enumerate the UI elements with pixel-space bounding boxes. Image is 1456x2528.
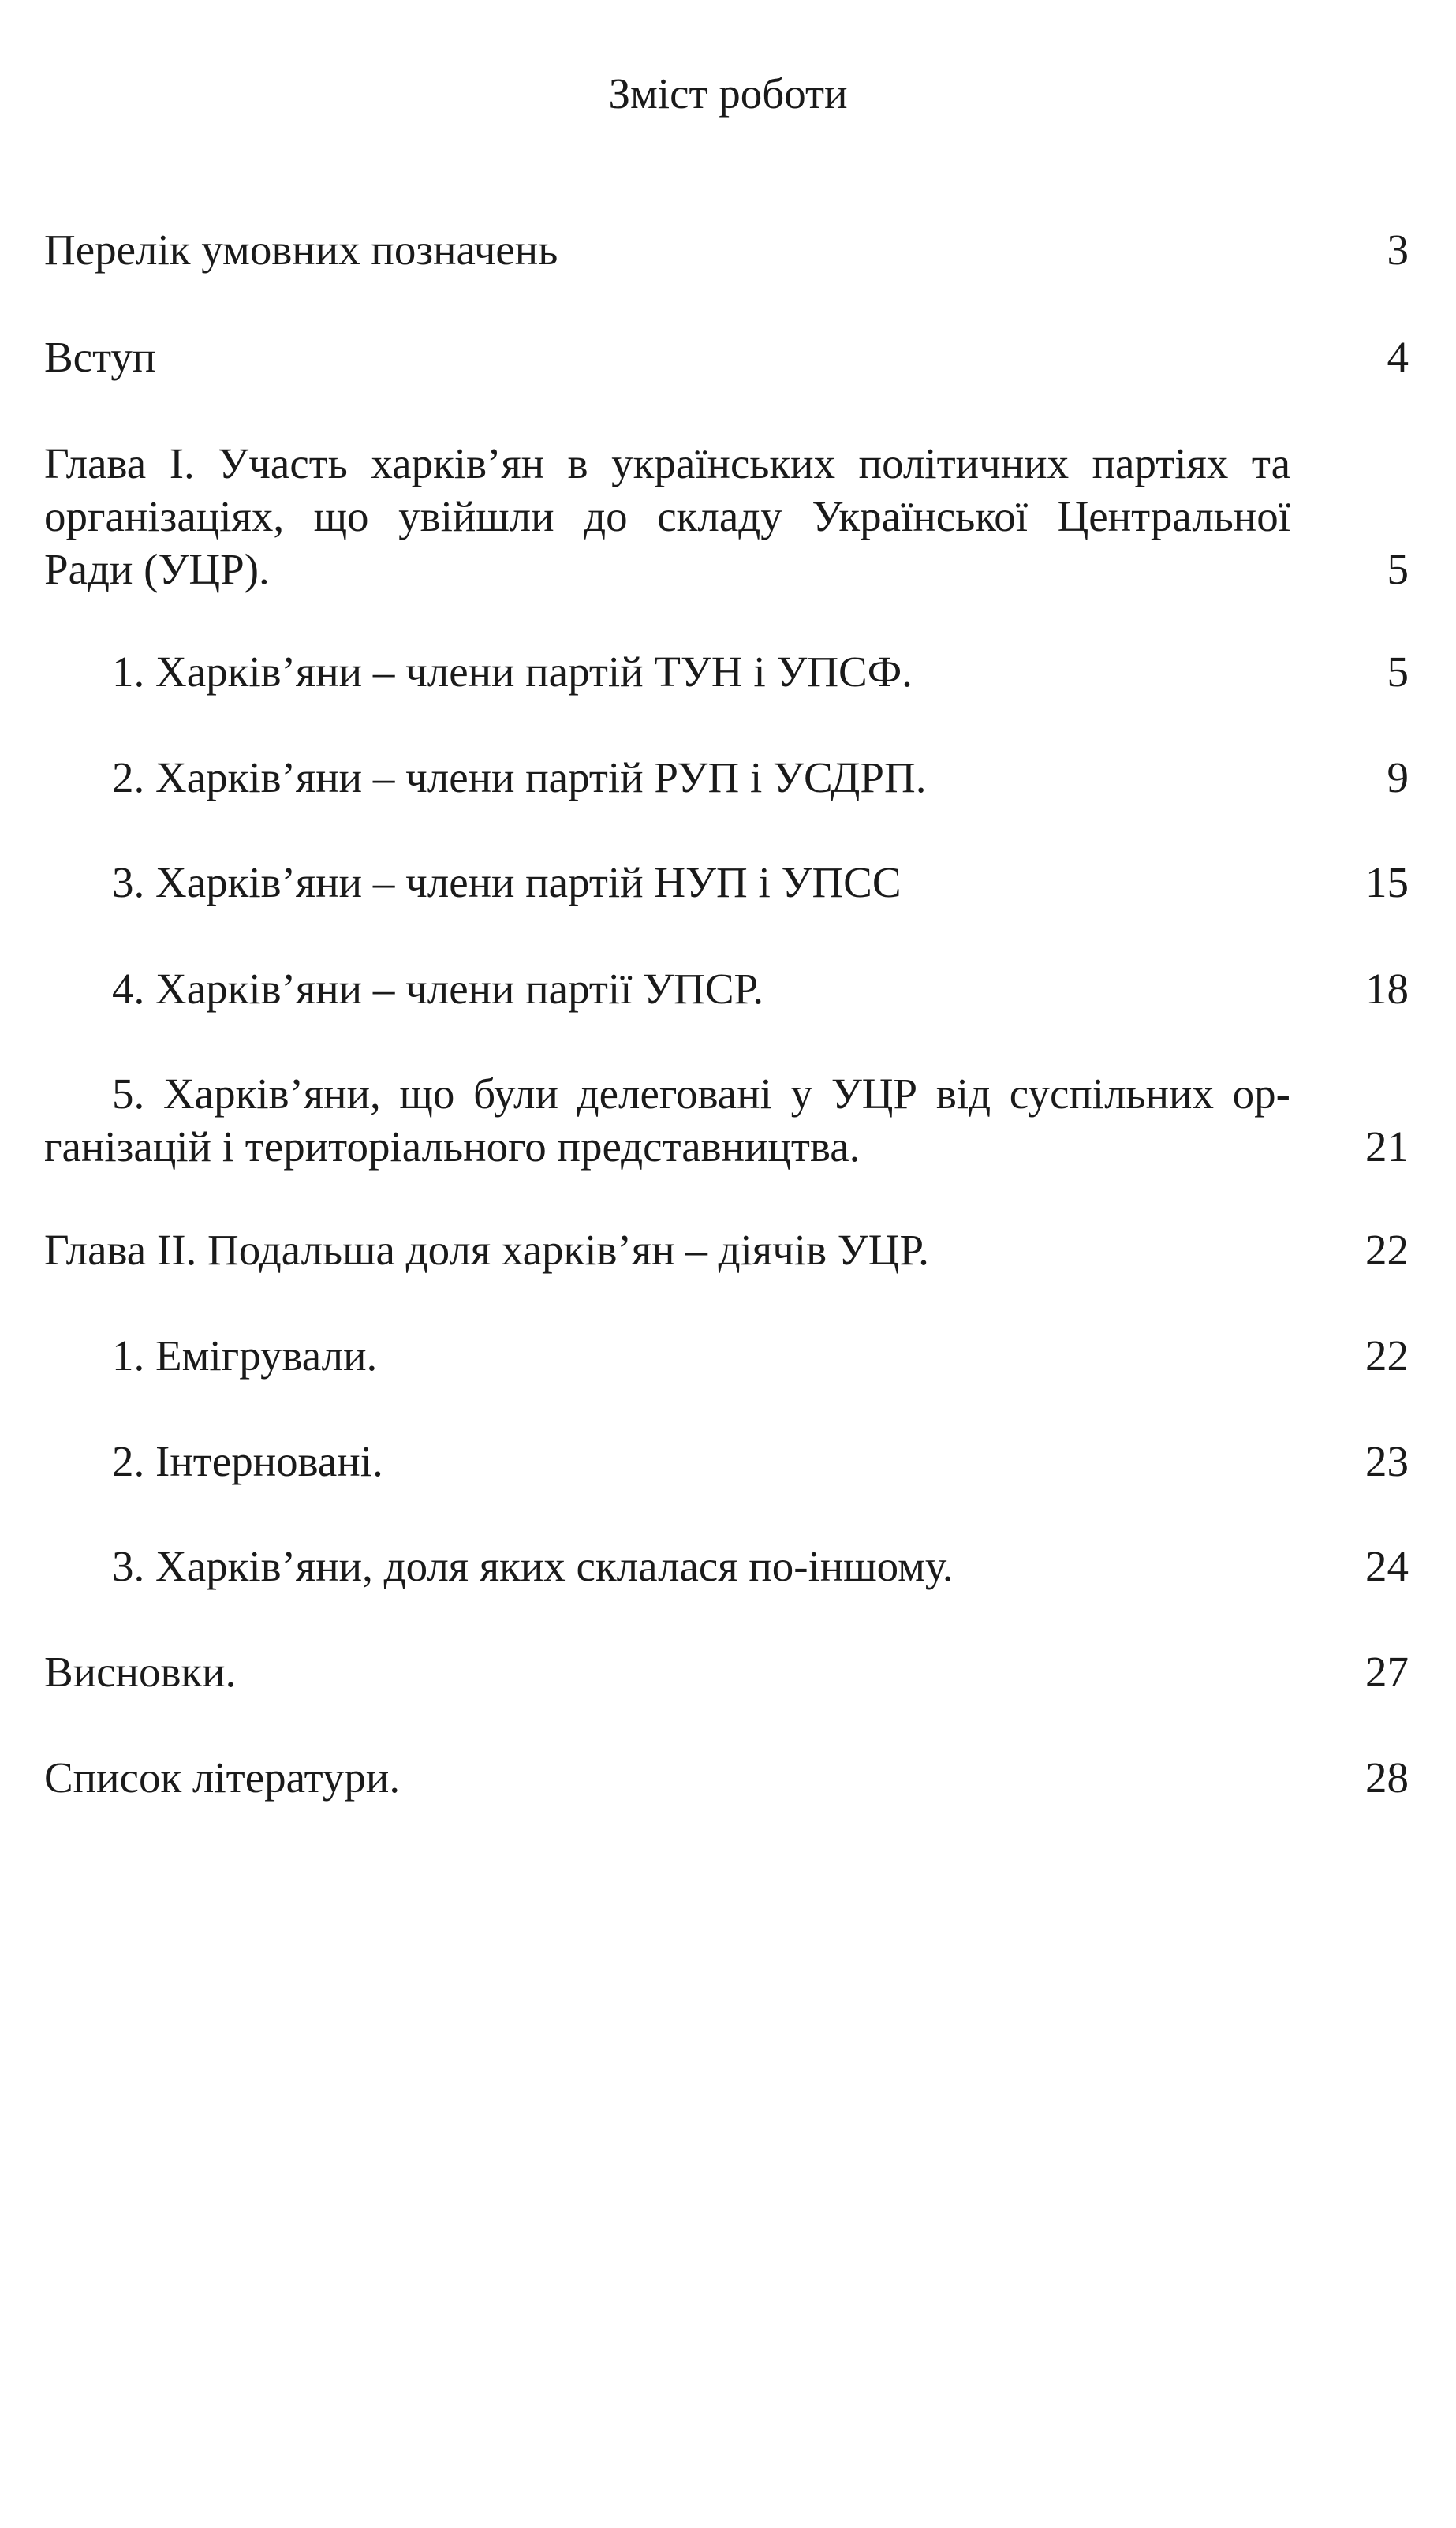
toc-page-number: 5: [1387, 545, 1409, 593]
toc-entry-chapter-2: [44, 1223, 1409, 1276]
toc-page-number: 9: [1387, 753, 1409, 801]
toc-entry-text: 2. Харків’яни – члени партій РУП і УСДРП.: [112, 753, 927, 801]
toc-page-number: 21: [1365, 1122, 1409, 1171]
toc-entry-text: 3. Харків’яни – члени партій НУП і УПСС: [112, 858, 902, 906]
toc-page-number: 15: [1365, 858, 1409, 906]
toc-entry-text-line: 5. Харків’яни, що були делеговані у УЦР від суспільних ор-: [112, 1070, 1290, 1118]
toc-page-number: 23: [1365, 1437, 1409, 1485]
toc-entry-chapter-1-section-3: [44, 856, 1409, 909]
toc-entry-text-line: ганізацій і територіального представництва.: [44, 1122, 861, 1171]
toc-page-number: 5: [1387, 648, 1409, 696]
toc-entry-text: 1. Харків’яни – члени партій ТУН і УПСФ.: [112, 648, 913, 696]
toc-entry-text: 2. Інтерновані.: [112, 1437, 383, 1485]
toc-entry-chapter-1-section-4: [44, 962, 1409, 1015]
toc-entry-text-line: Ради (УЦР).: [44, 545, 270, 593]
toc-page-number: 3: [1387, 226, 1409, 274]
toc-entry-text: 4. Харків’яни – члени партії УПСР.: [112, 965, 763, 1013]
toc-page-number: 24: [1365, 1542, 1409, 1590]
toc-entry-abbreviations: [44, 223, 1409, 276]
toc-entry-chapter-2-section-1: [44, 1329, 1409, 1382]
toc-page-number: 22: [1365, 1331, 1409, 1380]
page-title: Зміст роботи: [608, 69, 848, 118]
toc-entry-conclusions: [44, 1645, 1409, 1698]
toc-entry-text: Вступ: [44, 333, 156, 381]
toc-entry-chapter-2-section-3: [44, 1540, 1409, 1593]
toc-page-number: 27: [1365, 1648, 1409, 1696]
toc-entry-text: Список літератури.: [44, 1753, 401, 1802]
toc-entry-bibliography: [44, 1751, 1409, 1804]
toc-page-number: 28: [1365, 1753, 1409, 1802]
toc-entry-text-line: організаціях, що увійшли до складу Української Центральної: [44, 492, 1290, 540]
toc-entry-chapter-1: [44, 437, 1409, 596]
toc-page-number: 22: [1365, 1226, 1409, 1274]
toc-entry-introduction: [44, 330, 1409, 383]
toc-entry-text-line: Глава І. Участь харків’ян в українських політичних партіях та: [44, 439, 1290, 487]
toc-entry-chapter-1-section-1: [44, 645, 1409, 698]
toc-entry-chapter-2-section-2: [44, 1435, 1409, 1488]
toc-page-number: 4: [1387, 333, 1409, 381]
toc-entry-chapter-1-section-5: [44, 1067, 1409, 1173]
toc-entry-text: 1. Емігрували.: [112, 1331, 378, 1380]
toc-entry-text: Глава ІІ. Подальша доля харків’ян – діячів УЦР.: [44, 1226, 929, 1274]
toc-entry-chapter-1-section-2: [44, 751, 1409, 804]
toc-page-number: 18: [1365, 965, 1409, 1013]
toc-entry-text: Перелік умовних позначень: [44, 226, 558, 274]
toc-entry-text: 3. Харків’яни, доля яких склалася по-іншому.: [112, 1542, 954, 1590]
toc-entry-text: Висновки.: [44, 1648, 237, 1696]
